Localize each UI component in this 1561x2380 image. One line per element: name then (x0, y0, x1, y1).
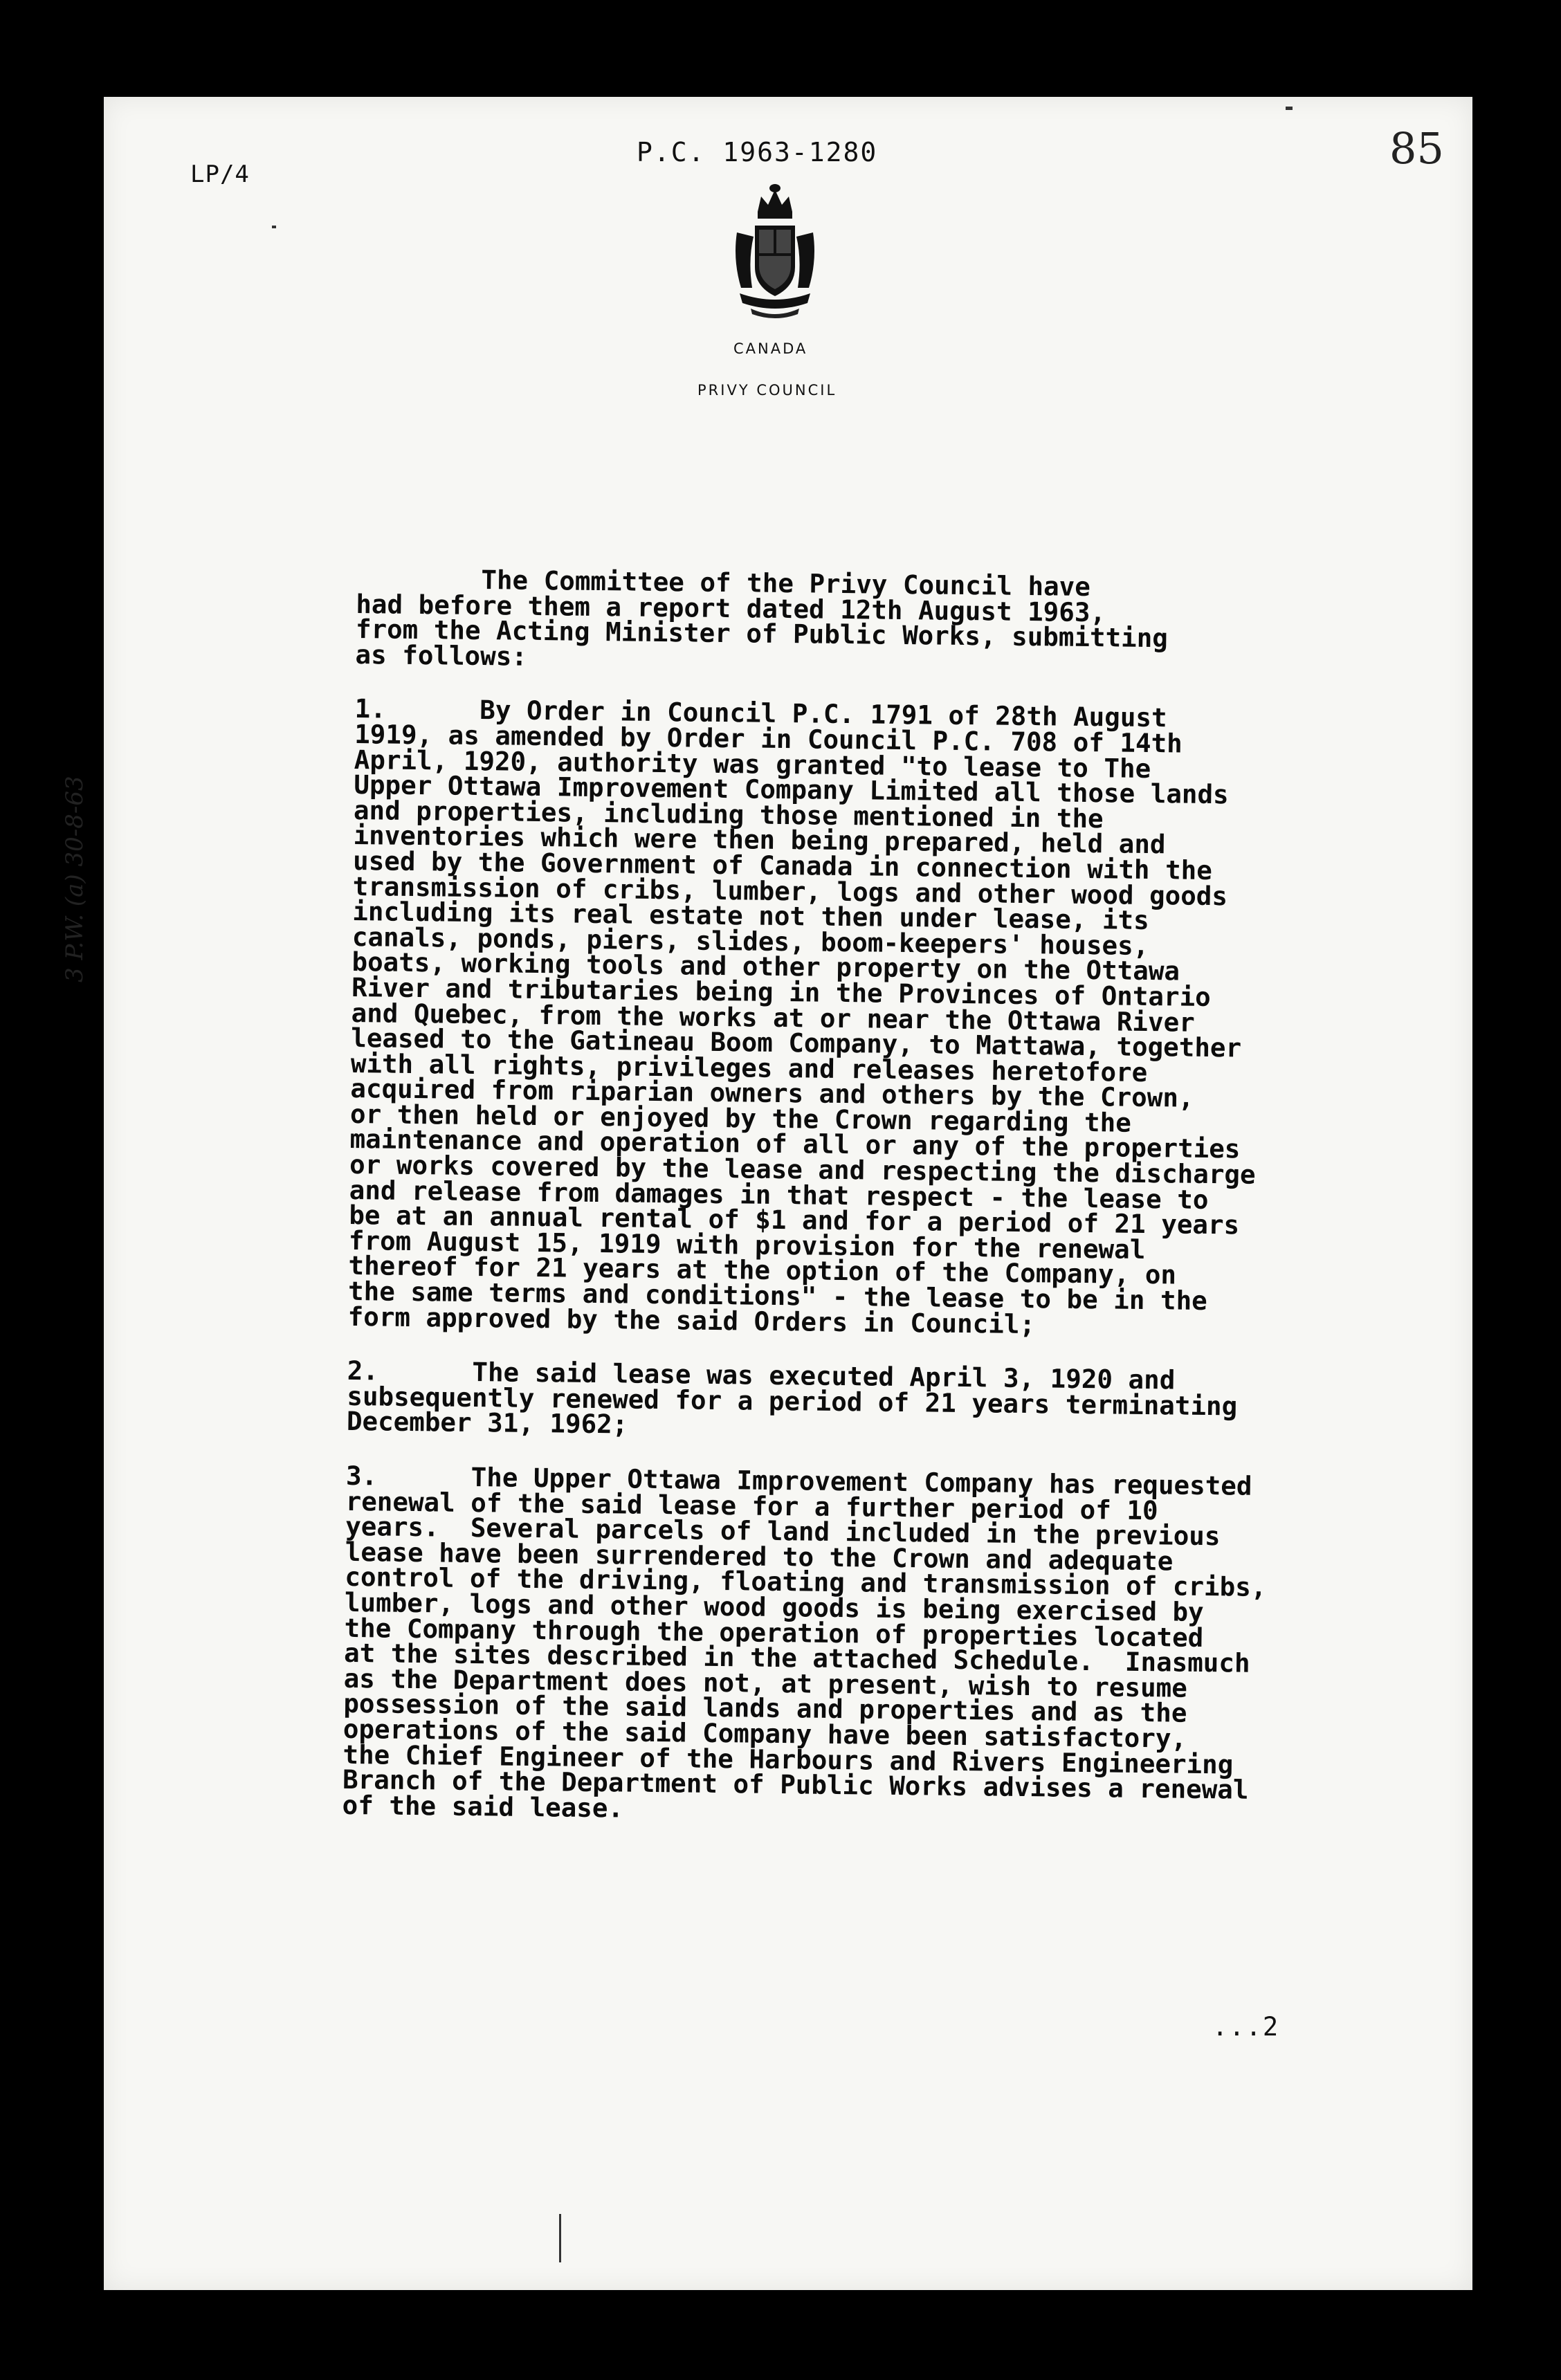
privy-council-label: PRIVY COUNCIL (697, 382, 837, 399)
order-number: P.C. 1963-1280 (637, 137, 878, 167)
report-body (342, 563, 1373, 1829)
continuation-marker: ...2 (1212, 2012, 1280, 2042)
scan-mark (272, 226, 276, 228)
paragraph-1: 1. By Order in Council P.C. 1791 of 28th August 1919, as amended by Order in Council P.C. 708 of 14th April, 1920, authority was granted "to lease to The Upper Ottawa Improvement Company Limited all those lands and properties, including those mentioned in the inventories which were then being prepared, held and used by the Government of Canada in connection with the transmission of cribs, lumber, logs and other wood goods including its real estate not then under lease, its canals, ponds, piers, slides, boom-keepers' houses, boats, working tools and other property on the Ottawa River and tributaries being in the Provinces of Ontario and Quebec, from the works at or near the Ottawa River leased to the Gatineau Boom Company, to Mattawa, together with all rights, privileges and releases heretofore acquired from riparian owners and others by the Crown, or then held or enjoyed by the Crown regarding the maintenance and operation of all or any of the properties or works covered by the lease and respecting the discharge and release from damages in that respect - the lease to be at an annual rental of $1 and for a period of 21 years from August 15, 1919 with provision for the renewal thereof for 21 years at the option of the Company, on the same terms and conditions" - the lease to be in the form approved by the said Orders in Council; (347, 693, 1256, 1339)
folio-number: 85 (1389, 123, 1444, 174)
file-code: LP/4 (190, 161, 250, 188)
paragraph-3: 3. The Upper Ottawa Improvement Company has requested renewal of the said lease for a further period of 10 years. Several parcels of land included in the previous lease have been surrendered to the Crown and adequate control of the driving, floating and transmission of cribs, lumber, logs and other wood goods is being exercised by the Company through the operation of properties located at the sites described in the attached Schedule. Inasmuch as the Department does not, at present, wish to resume possession of the said lands and properties and as the operations of the said Company have been satisfactory, the Chief Engineer of the Harbours and Rivers Engineering Branch of the Department of Public Works advises a renewal of the said lease. (342, 1460, 1267, 1824)
margin-annotation: 3 P.W. (a) 30-8-63 (61, 776, 89, 982)
scan-mark (559, 2214, 561, 2262)
paragraph-2: 2. The said lease was executed April 3, 1920 and subsequently renewed for a period of 21 years terminating December 31, 1962; (346, 1355, 1238, 1440)
country-label: CANADA (733, 340, 808, 357)
intro-paragraph: The Committee of the Privy Council have had before them a report dated 12th August 1963, from the Acting Minister of Public Works, submitting as follows: (355, 563, 1169, 672)
coat-of-arms-icon (730, 184, 820, 322)
scan-mark (1286, 107, 1293, 110)
